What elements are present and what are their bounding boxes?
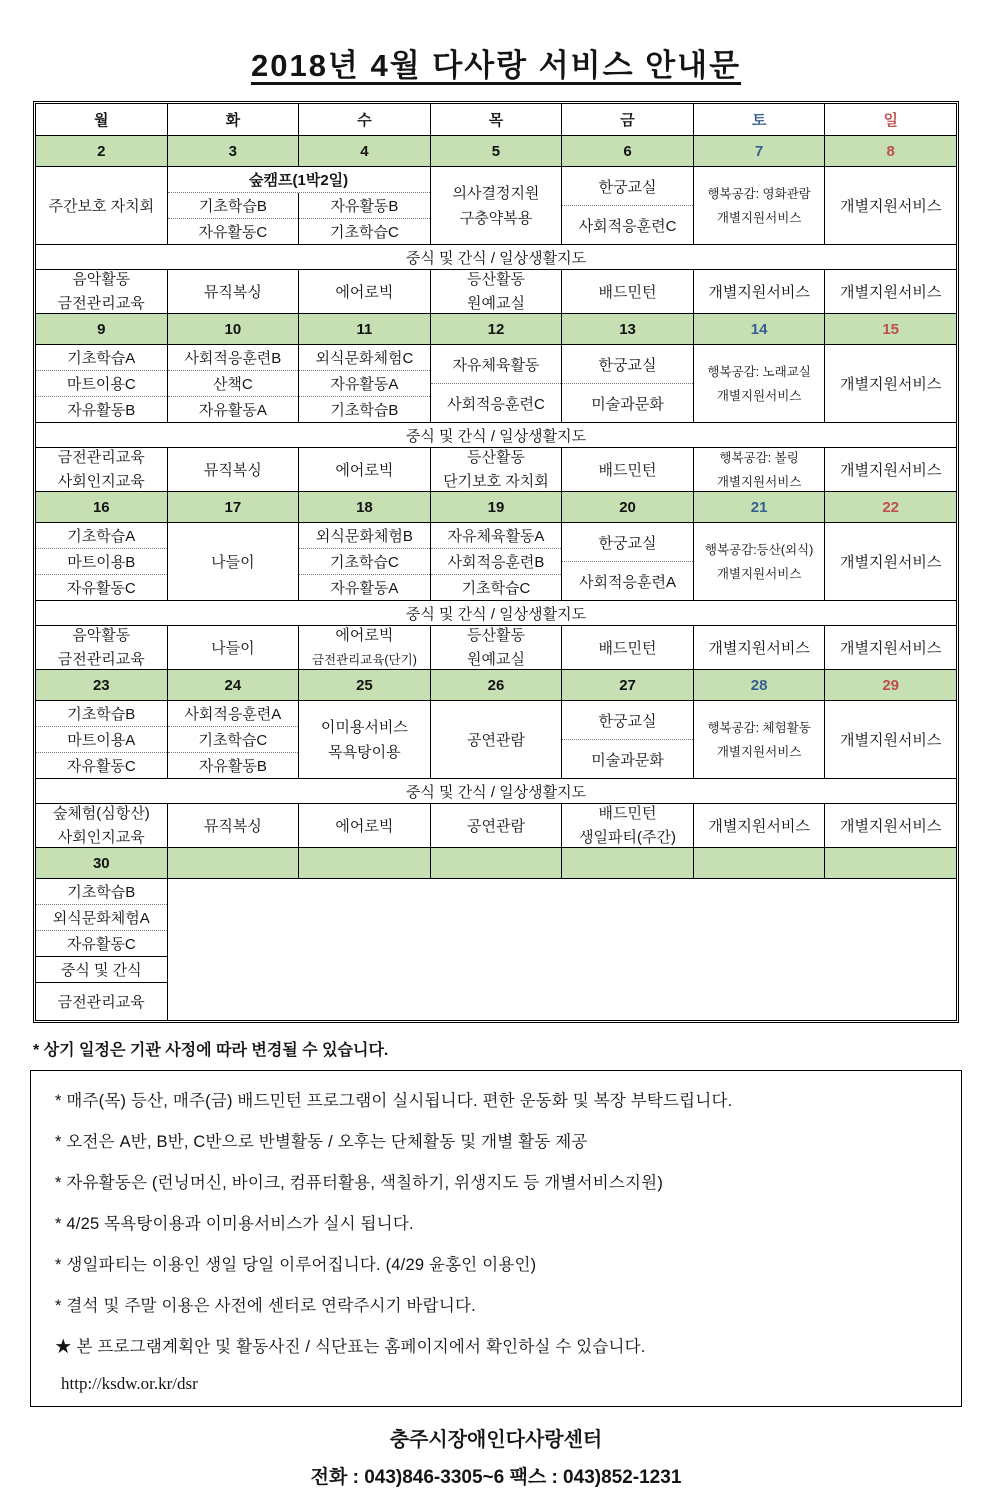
activity: 금전관리교육: [57, 994, 145, 1011]
activity: 미술과문화: [562, 383, 693, 422]
date-cell-sun: 22: [825, 492, 957, 523]
note-item: * 4/25 목욕탕이용과 이미용서비스가 실시 됩니다.: [55, 1215, 414, 1233]
date-cell-empty: [430, 848, 562, 879]
activity: 기초학습C: [299, 218, 430, 244]
date-cell: 17: [167, 492, 299, 523]
activity: 개별지원서비스: [716, 210, 802, 225]
activity: 미술과문화: [562, 739, 693, 778]
activity: 행복공감: 영화관람: [707, 186, 811, 201]
activity-cell: 에어로빅: [299, 804, 431, 848]
activity: 음악활동: [72, 270, 131, 288]
date-cell-sat: 28: [693, 670, 825, 701]
note-item: ★ 본 프로그램계획안 및 활동사진 / 식단표는 홈페이지에서 확인하실 수 있습니다.: [55, 1338, 646, 1356]
empty-merged-cell: [167, 879, 956, 1021]
activity-cell: [430, 270, 562, 314]
activity: 한궁교실: [598, 178, 657, 196]
activity-cell: 공연관람: [430, 701, 562, 779]
activity: 등산활동: [466, 270, 525, 288]
day-header-sat: 토: [693, 104, 825, 136]
activity-cell: [299, 701, 431, 779]
activity-cell: [562, 345, 694, 423]
activity: 배드민턴: [598, 804, 657, 822]
activity-cell: [693, 448, 825, 492]
activity-cell: [693, 523, 825, 601]
activity-cell: [693, 345, 825, 423]
day-header-mon: 월: [36, 104, 168, 136]
note-item: * 결석 및 주말 이용은 사전에 센터로 연락주시기 바랍니다.: [55, 1297, 476, 1315]
notes-box: [30, 1070, 962, 1407]
activity-cell: 개별지원서비스: [825, 167, 957, 245]
activity-cell: [693, 167, 825, 245]
activity-cell: [299, 523, 431, 601]
afternoon-row-week4: [36, 804, 957, 848]
day-header-fri: 금: [562, 104, 694, 136]
morning-row-week2: [36, 345, 957, 423]
date-cell-sun: 29: [825, 670, 957, 701]
activity-cell: [36, 804, 168, 848]
activity-cell: 주간보호 자치회: [36, 167, 168, 245]
day-header-wed: 수: [299, 104, 431, 136]
activity-cell: 개별지원서비스: [825, 804, 957, 848]
date-cell: 23: [36, 670, 168, 701]
activity: 자유활동C: [168, 218, 299, 244]
activity: 외식문화체험C: [315, 350, 414, 367]
activity: 기초학습B: [67, 706, 136, 723]
day-header-tue: 화: [167, 104, 299, 136]
activity: 기초학습B: [36, 879, 167, 905]
activity: 금전관리교육: [57, 294, 145, 312]
afternoon-row-week2: [36, 448, 957, 492]
activity-cell: [430, 523, 562, 601]
activity: 행복공감: 볼링: [719, 450, 799, 465]
day-header-sun: 일: [825, 104, 957, 136]
activity: 자유활동A: [299, 370, 430, 396]
activity-cell: [299, 626, 431, 670]
date-cell: 25: [299, 670, 431, 701]
activity: 자유활동C: [36, 574, 167, 600]
activity-cell: [562, 167, 694, 245]
activity: 기초학습C: [299, 548, 430, 574]
activity: 자유활동C: [36, 931, 167, 957]
activity-cell: 뮤직복싱: [167, 270, 299, 314]
activity-cell: [36, 701, 168, 779]
date-cell: 12: [430, 314, 562, 345]
date-row-week2: [36, 314, 957, 345]
activity-cell: [167, 701, 299, 779]
activity-cell: [562, 701, 694, 779]
activity-cell: 배드민턴: [562, 448, 694, 492]
activity-cell: 개별지원서비스: [825, 270, 957, 314]
activity: 구충약복용: [459, 209, 533, 227]
activity-cell: [562, 804, 694, 848]
date-cell: 3: [167, 136, 299, 167]
activity-cell: 개별지원서비스: [825, 626, 957, 670]
activity: 에어로빅: [335, 626, 394, 644]
activity-cell: [36, 270, 168, 314]
date-cell-empty: [299, 848, 431, 879]
date-row-week1: [36, 136, 957, 167]
date-cell: 11: [299, 314, 431, 345]
activity: 개별지원서비스: [716, 566, 802, 581]
day-header-row: [36, 104, 957, 136]
activity: 목욕탕이용: [328, 743, 401, 761]
organization-name: 충주시장애인다사랑센터: [389, 1429, 603, 1451]
activity: 자유체육활동A: [447, 528, 545, 545]
date-cell: 4: [299, 136, 431, 167]
date-cell: 20: [562, 492, 694, 523]
activity: 행복공감: 체험활동: [707, 720, 811, 735]
activity: 사회적응훈련C: [562, 205, 693, 244]
activity: 자유활동B: [330, 198, 399, 215]
activity: 마트이용B: [36, 548, 167, 574]
page-title: 2018년 4월 다사랑 서비스 안내문: [250, 48, 742, 83]
lunch-row-week4: [36, 779, 957, 804]
activity: 기초학습B: [299, 396, 430, 422]
note-item: * 생일파티는 이용인 생일 당일 이루어집니다. (4/29 윤홍인 이용인): [55, 1256, 537, 1274]
lunch-cell: 중식 및 간식 / 일상생활지도: [36, 423, 957, 448]
date-cell-sat: 7: [693, 136, 825, 167]
date-cell: 26: [430, 670, 562, 701]
activity-cell: 에어로빅: [299, 448, 431, 492]
activity-cell: [36, 523, 168, 601]
footer: [0, 1423, 992, 1489]
lunch-row-week1: [36, 245, 957, 270]
activity: 사회적응훈련A: [562, 561, 693, 600]
activity: 사회인지교육: [57, 828, 145, 846]
activity: 외식문화체험A: [36, 905, 167, 931]
week5-body-row: [36, 879, 957, 1021]
activity: 원예교실: [466, 294, 525, 312]
activity: 개별지원서비스: [716, 744, 802, 759]
activity: 기초학습A: [67, 528, 136, 545]
activity: 한궁교실: [598, 712, 657, 730]
activity-cell: 개별지원서비스: [825, 701, 957, 779]
activity: 자유활동A: [168, 396, 299, 422]
activity-cell: [36, 345, 168, 423]
activity-cell: 에어로빅: [299, 270, 431, 314]
date-row-week4: [36, 670, 957, 701]
activity: 숲체험(심항산): [52, 804, 150, 822]
activity-cell: [167, 345, 299, 423]
activity: 기초학습A: [67, 350, 136, 367]
activity: 마트이용C: [36, 370, 167, 396]
schedule-table: [35, 103, 957, 1021]
activity: 자유활동C: [36, 752, 167, 778]
date-row-week5: [36, 848, 957, 879]
activity-cell: [430, 448, 562, 492]
date-cell-sat: 21: [693, 492, 825, 523]
lunch-row-week3: [36, 601, 957, 626]
note-item: * 자유활동은 (런닝머신, 바이크, 컴퓨터활용, 색칠하기, 위생지도 등 개별서비스지원): [55, 1174, 664, 1192]
activity-cell: [36, 448, 168, 492]
activity-cell-camp: [167, 167, 430, 245]
lunch-cell: 중식 및 간식: [36, 957, 167, 983]
date-cell: 18: [299, 492, 431, 523]
activity: 금전관리교육: [57, 448, 145, 466]
activity: 개별지원서비스: [716, 474, 802, 489]
activity-cell: 배드민턴: [562, 270, 694, 314]
activity-cell: 뮤직복싱: [167, 448, 299, 492]
activity-cell: [299, 345, 431, 423]
date-cell: 2: [36, 136, 168, 167]
date-cell-empty: [562, 848, 694, 879]
activity: 기초학습C: [431, 574, 562, 600]
date-cell-empty: [693, 848, 825, 879]
activity-cell: [36, 879, 168, 1021]
activity: 생일파티(주간): [579, 828, 676, 846]
activity: 마트이용A: [36, 726, 167, 752]
camp-label: 숲캠프(1박2일): [168, 167, 430, 193]
activity-cell: 나들이: [167, 523, 299, 601]
date-cell-sun: 15: [825, 314, 957, 345]
activity-cell: 개별지원서비스: [693, 270, 825, 314]
date-cell: 5: [430, 136, 562, 167]
date-row-week3: [36, 492, 957, 523]
date-cell-empty: [825, 848, 957, 879]
activity: 자유활동B: [168, 752, 299, 778]
activity-cell: 개별지원서비스: [693, 626, 825, 670]
morning-row-week1: [36, 167, 957, 245]
activity: 외식문화체험B: [315, 528, 413, 545]
homepage-link[interactable]: http://ksdw.or.kr/dsr: [61, 1374, 198, 1393]
date-cell: 30: [36, 848, 168, 879]
date-cell-empty: [167, 848, 299, 879]
activity: 자유활동A: [299, 574, 430, 600]
activity: 등산활동: [466, 626, 525, 644]
activity: 자유활동B: [36, 396, 167, 422]
activity: 금전관리교육: [57, 650, 145, 668]
activity-cell: [430, 167, 562, 245]
date-cell: 10: [167, 314, 299, 345]
activity: 행복공감:등산(외식): [704, 542, 814, 557]
activity: 한궁교실: [598, 534, 657, 552]
lunch-cell: 중식 및 간식 / 일상생활지도: [36, 779, 957, 804]
activity: 기초학습C: [168, 726, 299, 752]
lunch-cell: 중식 및 간식 / 일상생활지도: [36, 245, 957, 270]
afternoon-row-week3: [36, 626, 957, 670]
activity: 사회적응훈련B: [184, 350, 282, 367]
lunch-cell: 중식 및 간식 / 일상생활지도: [36, 601, 957, 626]
activity: 이미용서비스: [320, 718, 408, 736]
activity: 단기보호 자치회: [443, 472, 549, 490]
activity-cell: 배드민턴: [562, 626, 694, 670]
activity: 금전관리교육(단기): [311, 652, 417, 667]
activity: 자유체육활동: [452, 356, 540, 374]
activity: 사회적응훈련A: [184, 706, 282, 723]
activity-cell: 개별지원서비스: [825, 345, 957, 423]
activity-cell: 나들이: [167, 626, 299, 670]
activity: 사회인지교육: [57, 472, 145, 490]
schedule-change-note: * 상기 일정은 기관 사정에 따라 변경될 수 있습니다.: [33, 1042, 389, 1059]
activity: 개별지원서비스: [716, 388, 802, 403]
morning-row-week4: [36, 701, 957, 779]
date-cell: 16: [36, 492, 168, 523]
activity-cell: [562, 523, 694, 601]
activity-cell: [430, 626, 562, 670]
activity: 원예교실: [466, 650, 525, 668]
morning-row-week3: [36, 523, 957, 601]
date-cell: 13: [562, 314, 694, 345]
note-item: * 매주(목) 등산, 매주(금) 배드민턴 프로그램이 실시됩니다. 편한 운동화 및 복장 부탁드립니다.: [55, 1092, 733, 1110]
date-cell: 6: [562, 136, 694, 167]
note-item: * 오전은 A반, B반, C반으로 반별활동 / 오후는 단체활동 및 개별 활동 제공: [55, 1133, 588, 1151]
activity: 기초학습B: [198, 198, 267, 215]
activity-cell: 뮤직복싱: [167, 804, 299, 848]
activity-cell: [36, 626, 168, 670]
activity-cell: 개별지원서비스: [693, 804, 825, 848]
activity: 음악활동: [72, 626, 131, 644]
activity-cell: [430, 345, 562, 423]
activity: 사회적응훈련C: [431, 383, 562, 422]
activity: 산책C: [168, 370, 299, 396]
date-cell-sun: 8: [825, 136, 957, 167]
activity: 행복공감: 노래교실: [707, 364, 811, 379]
activity-cell: 공연관람: [430, 804, 562, 848]
activity: 의사결정지원: [452, 184, 540, 202]
date-cell: 24: [167, 670, 299, 701]
activity-cell: [693, 701, 825, 779]
date-cell: 9: [36, 314, 168, 345]
date-cell: 27: [562, 670, 694, 701]
activity: 한궁교실: [598, 356, 657, 374]
date-cell: 19: [430, 492, 562, 523]
day-header-thu: 목: [430, 104, 562, 136]
schedule-table-wrapper: [33, 101, 959, 1023]
activity-cell: 개별지원서비스: [825, 523, 957, 601]
activity: 사회적응훈련B: [431, 548, 562, 574]
date-cell-sat: 14: [693, 314, 825, 345]
contact-info: 전화 : 043)846-3305~6 팩스 : 043)852-1231: [310, 1467, 682, 1488]
activity-cell: 개별지원서비스: [825, 448, 957, 492]
activity: 등산활동: [466, 448, 525, 466]
afternoon-row-week1: [36, 270, 957, 314]
lunch-row-week2: [36, 423, 957, 448]
